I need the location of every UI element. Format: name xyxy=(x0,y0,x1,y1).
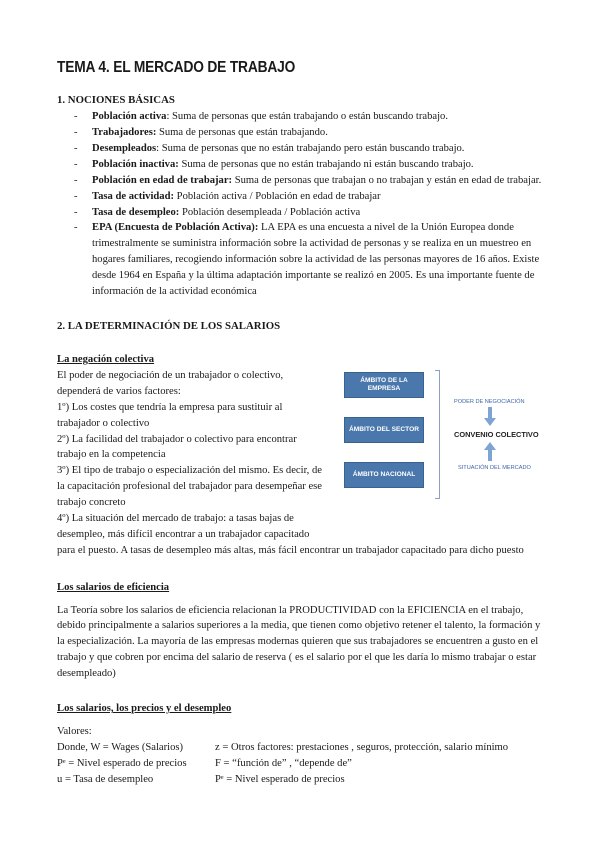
list-item: - Población activa: Suma de personas que están trabajando o están buscando trabajo. xyxy=(92,109,547,125)
value-cell: Pᵉ = Nivel esperado de precios xyxy=(215,773,345,785)
section-heading-1: 1. NOCIONES BÁSICAS xyxy=(57,94,175,106)
negotiation-block xyxy=(57,352,547,559)
list-item: - Tasa de actividad: Población activa / Población en edad de trabajar xyxy=(92,189,547,205)
paragraph: 1º) Los costes que tendría la empresa para sustituir al trabajador o colectivo xyxy=(57,401,283,429)
document-page xyxy=(57,56,547,787)
paragraph: La Teoría sobre los salarios de eficiencia relacionan la PRODUCTIVIDAD con la EFICIENCIA en el trabajo, debido principalmente a salarios superiores a la media, que tienen como objetivo retener el talento, la formación y la especialización. La mayoría de las empresas modernas quieren que sus trabajadores se encuentren a gusto en el trabajo y que cobren por encima del salario de reserva ( es el salario por el que les daría lo mismo trabajar o estar desempleado) xyxy=(57,604,541,680)
collective-bargaining-diagram xyxy=(344,370,594,502)
value-cell: z = Otros factores: prestaciones , seguros, protección, salario mínimo xyxy=(215,741,509,753)
arrow-up-icon xyxy=(484,442,496,462)
list-item: - Población en edad de trabajar: Suma de personas que trabajan o no trabajan y están en edad de trabajar. xyxy=(92,173,547,189)
list-item: - Tasa de desempleo: Población desempleada / Población activa xyxy=(92,205,547,221)
diagram-label-poder: PODER DE NEGOCIACIÓN xyxy=(454,399,525,406)
prices-block xyxy=(57,701,547,787)
arrow-down-icon xyxy=(484,407,496,427)
page-title: TEMA 4. EL MERCADO DE TRABAJO xyxy=(57,59,296,76)
value-cell: Donde, W = Wages (Salarios) xyxy=(57,741,184,753)
value-cell: F = “función de” , “depende de” xyxy=(215,757,352,769)
list-item: - EPA (Encuesta de Población Activa): LA EPA es una encuesta a nivel de la Unión Europea donde trimestralmente se suministra información sobre la actividad de personas y se realiza en un muestreo en hogares familiares, recogiendo información sobre la actividad de las personas mayores de 16 años. Existe desde 1964 en España y la última adaptación importante se realizó en 2005. Es una importante fuente de información de la actividad económica xyxy=(92,220,547,299)
subsection-title: Los salarios de eficiencia xyxy=(57,581,170,593)
value-cell: u = Tasa de desempleo xyxy=(57,773,154,785)
diagram-bracket xyxy=(435,370,440,499)
paragraph: 2º) La facilidad del trabajador o colectivo para encontrar trabajo en la competencia xyxy=(57,433,297,461)
efficiency-block xyxy=(57,580,547,682)
paragraph: 3º) El tipo de trabajo o especialización del mismo. Es decir, de la capacitación profesional del trabajador para desempeñar ese trabajo concreto xyxy=(57,465,322,509)
diagram-label-situacion: SITUACIÓN DEL MERCADO xyxy=(458,465,531,472)
list-item: - Población inactiva: Suma de personas que no están trabajando ni están buscando trabajo. xyxy=(92,157,547,173)
values-label: Valores: xyxy=(57,725,92,737)
paragraph: El poder de negociación de un trabajador o colectivo, dependerá de varios factores: xyxy=(57,369,284,397)
subsection-title: La negación colectiva xyxy=(57,354,155,366)
negotiation-text xyxy=(57,368,327,543)
diagram-box-sector: ÁMBITO DEL SECTOR xyxy=(344,417,424,443)
paragraph: para el puesto. A tasas de desempleo más altas, más fácil encontrar un trabajador capacitado para dicho puesto xyxy=(57,544,524,556)
paragraph: 4º) La situación del mercado de trabajo: a tasas bajas de desempleo, más difícil encontrar a un trabajador capacitado xyxy=(57,512,310,540)
list-item: - Desempleados: Suma de personas que no están trabajando pero están buscando trabajo. xyxy=(92,141,547,157)
diagram-box-empresa: ÁMBITO DE LA EMPRESA xyxy=(344,372,424,398)
section-heading-2: 2. LA DETERMINACIÓN DE LOS SALARIOS xyxy=(57,319,281,332)
diagram-center-label: CONVENIO COLECTIVO xyxy=(454,430,539,440)
list-item: - Trabajadores: Suma de personas que están trabajando. xyxy=(92,125,547,141)
diagram-box-nacional: ÁMBITO NACIONAL xyxy=(344,462,424,488)
subsection-title: Los salarios, los precios y el desempleo xyxy=(57,702,232,714)
definitions-list xyxy=(57,109,547,300)
values-table xyxy=(57,740,547,788)
value-cell: Pᵉ = Nivel esperado de precios xyxy=(57,757,187,769)
